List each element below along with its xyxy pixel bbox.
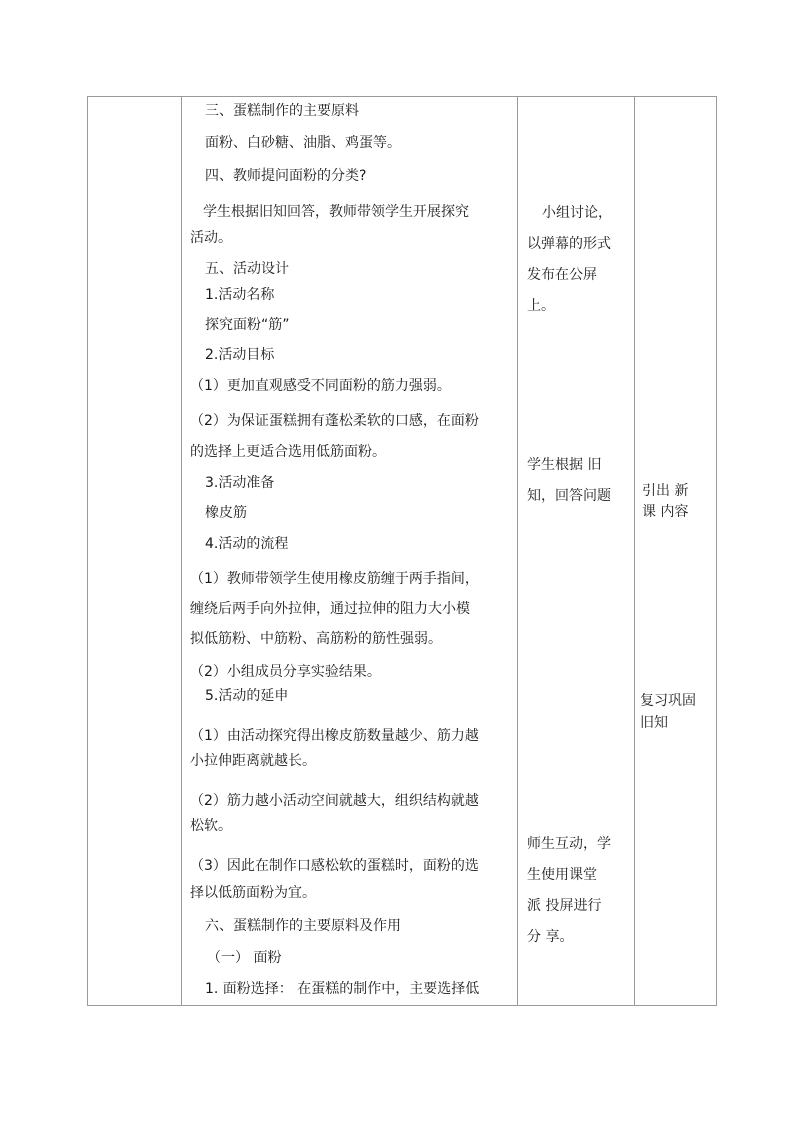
- activity-line: 学生根据 旧: [527, 457, 602, 473]
- content-line: （2）小组成员分享实验结果。: [190, 664, 381, 680]
- content-line: 探究面粉“筋”: [205, 317, 290, 333]
- activity-line: 知，回答问题: [527, 488, 611, 504]
- content-line: （2）为保证蛋糕拥有蓬松柔软的口感，在面粉: [190, 413, 479, 429]
- content-line: 缠绕后两手向外拉伸，通过拉伸的阻力大小模: [190, 601, 470, 617]
- content-line: 橡皮筋: [205, 505, 247, 521]
- content-line: 六、蛋糕制作的主要原料及作用: [205, 918, 401, 934]
- content-line: 拟低筋粉、中筋粉、高筋粉的筋性强弱。: [190, 631, 442, 647]
- content-line: 的选择上更适合选用低筋面粉。: [190, 444, 386, 460]
- content-line: （一） 面粉: [207, 950, 282, 966]
- activity-line: 派 投屏进行: [527, 898, 602, 914]
- content-line: 小拉伸距离就越长。: [190, 753, 316, 769]
- content-line: 3.活动准备: [205, 475, 275, 491]
- activity-line: 生使用课堂: [527, 867, 597, 883]
- content-line: （1）由活动探究得出橡皮筋数量越少、筋力越: [190, 728, 479, 744]
- content-line: （1）教师带领学生使用橡皮筋缠于两手指间，: [190, 571, 479, 587]
- content-line: 2.活动目标: [205, 347, 275, 363]
- content-line: 1. 面粉选择： 在蛋糕的制作中，主要选择低: [205, 981, 480, 997]
- content-line: 松软。: [190, 818, 232, 834]
- content-line: 择以低筋面粉为宜。: [190, 885, 316, 901]
- intent-line: 复习巩固: [640, 693, 696, 709]
- content-line: （1）更加直观感受不同面粉的筋力强弱。: [190, 378, 451, 394]
- content-line: 三、蛋糕制作的主要原料: [205, 103, 359, 119]
- content-line: 四、教师提问面粉的分类?: [205, 168, 367, 184]
- activity-line: 师生互动，学: [527, 836, 611, 852]
- content-line: 面粉、白砂糖、油脂、鸡蛋等。: [205, 135, 401, 151]
- content-line: 1.活动名称: [205, 287, 275, 303]
- activity-line: 上。: [527, 298, 555, 314]
- activity-line: 分 享。: [527, 929, 574, 945]
- content-line: 5.活动的延申: [205, 688, 289, 704]
- activity-line: 以弹幕的形式: [527, 236, 611, 252]
- content-line: 五、活动设计: [205, 261, 289, 277]
- intent-line: 课 内容: [642, 504, 689, 520]
- intent-line: 旧知: [640, 715, 668, 731]
- content-line: （2）筋力越小活动空间就越大，组织结构就越: [190, 793, 479, 809]
- column-divider: [634, 97, 635, 1005]
- content-line: 活动。: [190, 230, 232, 246]
- content-line: （3）因此在制作口感松软的蛋糕时，面粉的选: [190, 858, 479, 874]
- column-divider: [517, 97, 518, 1005]
- activity-line: 小组讨论，: [542, 205, 612, 221]
- content-line: 学生根据旧知回答，教师带领学生开展探究: [203, 204, 469, 220]
- activity-line: 发布在公屏: [527, 267, 597, 283]
- column-divider: [181, 97, 182, 1005]
- content-line: 4.活动的流程: [205, 536, 289, 552]
- intent-line: 引出 新: [642, 483, 689, 499]
